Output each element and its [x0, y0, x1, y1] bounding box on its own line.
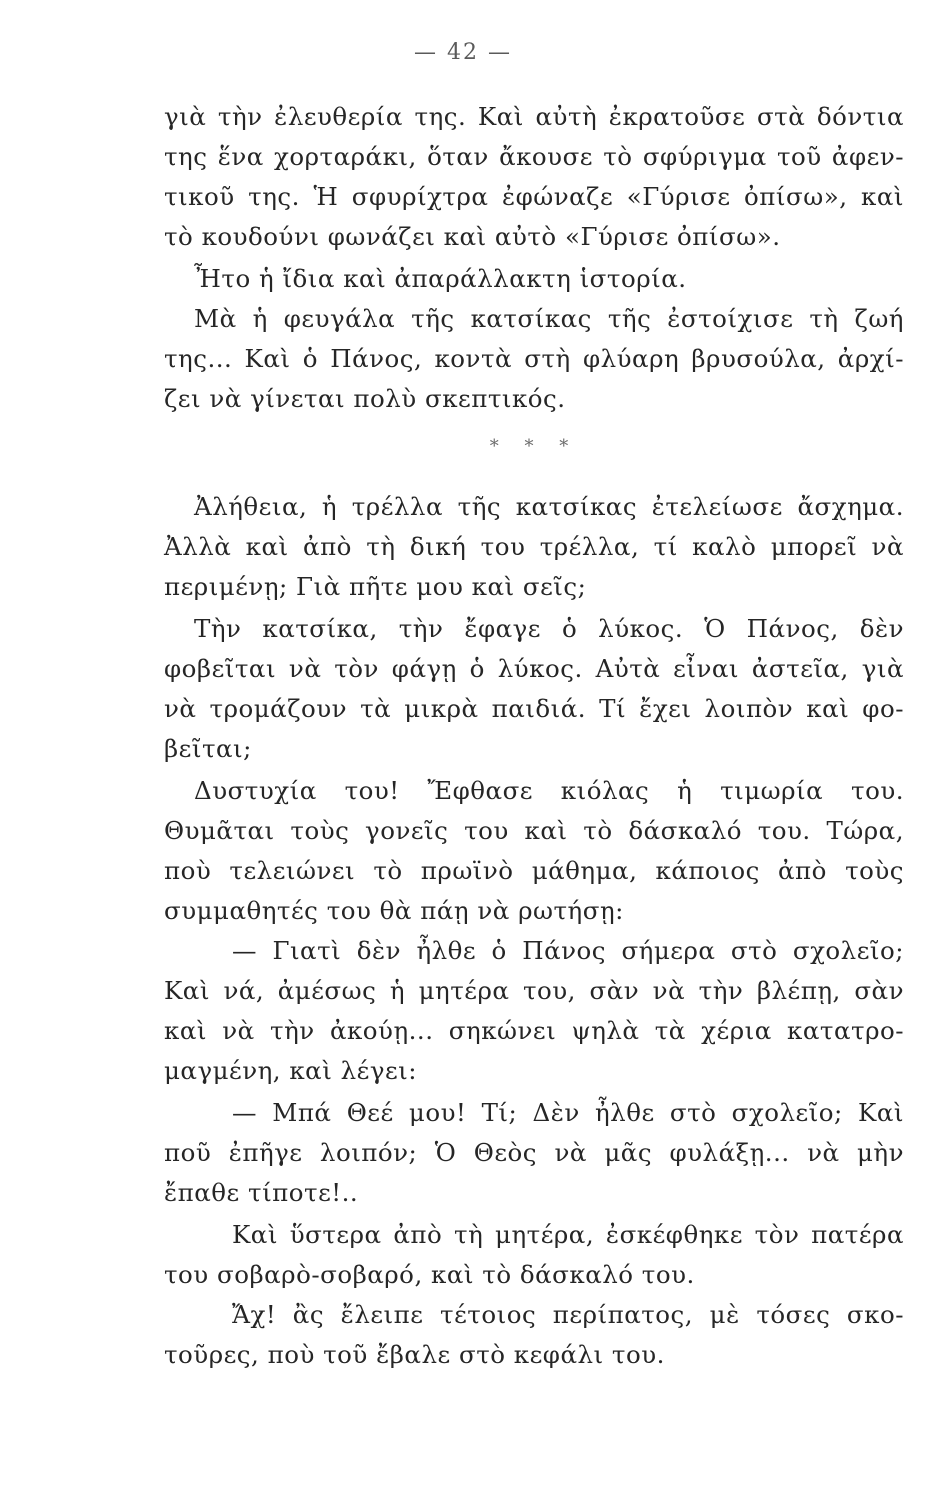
- text-line: τοῦρες, ποὺ τοῦ ἔβαλε στὸ κεφάλι του.: [164, 1340, 665, 1369]
- text-line: Τὴν κατσίκα, τὴν ἔφαγε ὁ λύκος. Ὁ Πάνος, δὲν: [194, 614, 904, 643]
- text-line: Καὶ νά, ἀμέσως ἡ μητέρα του, σὰν νὰ τὴν βλέπῃ, σὰν: [164, 976, 904, 1005]
- text-line: Καὶ ὕστερα ἀπὸ τὴ μητέρα, ἐσκέφθηκε τὸν πατέρα: [232, 1220, 904, 1249]
- text-line: τικοῦ της. Ἡ σφυρίχτρα ἐφώναζε «Γύρισε ὀπίσω», καὶ: [164, 182, 904, 211]
- text-line: τὸ κουδούνι φωνάζει καὶ αὐτὸ «Γύρισε ὀπίσω».: [164, 222, 781, 251]
- text-line: Ἄχ! ἂς ἔλειπε τέτοιος περίπατος, μὲ τόσες σκο-: [232, 1300, 904, 1329]
- text-line: της ἕνα χορταράκι, ὅταν ἄκουσε τὸ σφύριγμα τοῦ ἀφεν-: [164, 142, 904, 171]
- section-separator: * * *: [489, 436, 579, 457]
- text-line: Ἦτο ἡ ἴδια καὶ ἀπαράλλακτη ἱστορία.: [194, 264, 687, 293]
- text-line: της... Καὶ ὁ Πάνος, κοντὰ στὴ φλύαρη βρυσούλα, ἀρχί-: [164, 344, 904, 373]
- text-line: συμμαθητές του θὰ πάῃ νὰ ρωτήσῃ:: [164, 896, 624, 925]
- text-line: νὰ τρομάζουν τὰ μικρὰ παιδιά. Τί ἔχει λοιπὸν καὶ φο-: [164, 694, 904, 723]
- text-line: ποῦ ἐπῆγε λοιπόν; Ὁ Θεὸς νὰ μᾶς φυλάξῃ... νὰ μὴν: [164, 1138, 904, 1167]
- text-line: ποὺ τελειώνει τὸ πρωϊνὸ μάθημα, κάποιος ἀπὸ τοὺς: [164, 856, 904, 885]
- text-line: Ἀλήθεια, ἡ τρέλλα τῆς κατσίκας ἐτελείωσε ἄσχημα.: [194, 492, 904, 521]
- text-line: Θυμᾶται τοὺς γονεῖς του καὶ τὸ δάσκαλό του. Τώρα,: [164, 816, 904, 845]
- text-line: γιὰ τὴν ἐλευθερία της. Καὶ αὐτὴ ἐκρατοῦσε στὰ δόντια: [164, 102, 904, 131]
- text-line: — Μπά Θεέ μου! Τί; Δὲν ἦλθε στὸ σχολεῖο; Καὶ: [232, 1098, 904, 1127]
- text-line: ζει νὰ γίνεται πολὺ σκεπτικός.: [164, 384, 566, 413]
- text-line: περιμένῃ; Γιὰ πῆτε μου καὶ σεῖς;: [164, 572, 587, 601]
- text-line: Δυστυχία του! Ἔφθασε κιόλας ἡ τιμωρία του.: [194, 776, 904, 805]
- text-line: βεῖται;: [164, 734, 252, 763]
- text-line: καὶ νὰ τὴν ἀκούῃ... σηκώνει ψηλὰ τὰ χέρια κατατρο-: [164, 1016, 904, 1045]
- text-line: φοβεῖται νὰ τὸν φάγῃ ὁ λύκος. Αὐτὰ εἶναι ἀστεῖα, γιὰ: [164, 654, 904, 683]
- page-number: — 42 —: [414, 40, 512, 65]
- text-line: μαγμένη, καὶ λέγει:: [164, 1056, 418, 1085]
- text-line: — Γιατὶ δὲν ἦλθε ὁ Πάνος σήμερα στὸ σχολεῖο;: [232, 936, 904, 965]
- text-line: Μὰ ἡ φευγάλα τῆς κατσίκας τῆς ἐστοίχισε τὴ ζωή: [194, 304, 904, 333]
- text-line: ἔπαθε τίποτε!..: [164, 1178, 359, 1207]
- text-line: Ἀλλὰ καὶ ἀπὸ τὴ δική του τρέλλα, τί καλὸ μπορεῖ νὰ: [164, 532, 904, 561]
- text-line: του σοβαρὸ-σοβαρό, καὶ τὸ δάσκαλό του.: [164, 1260, 695, 1289]
